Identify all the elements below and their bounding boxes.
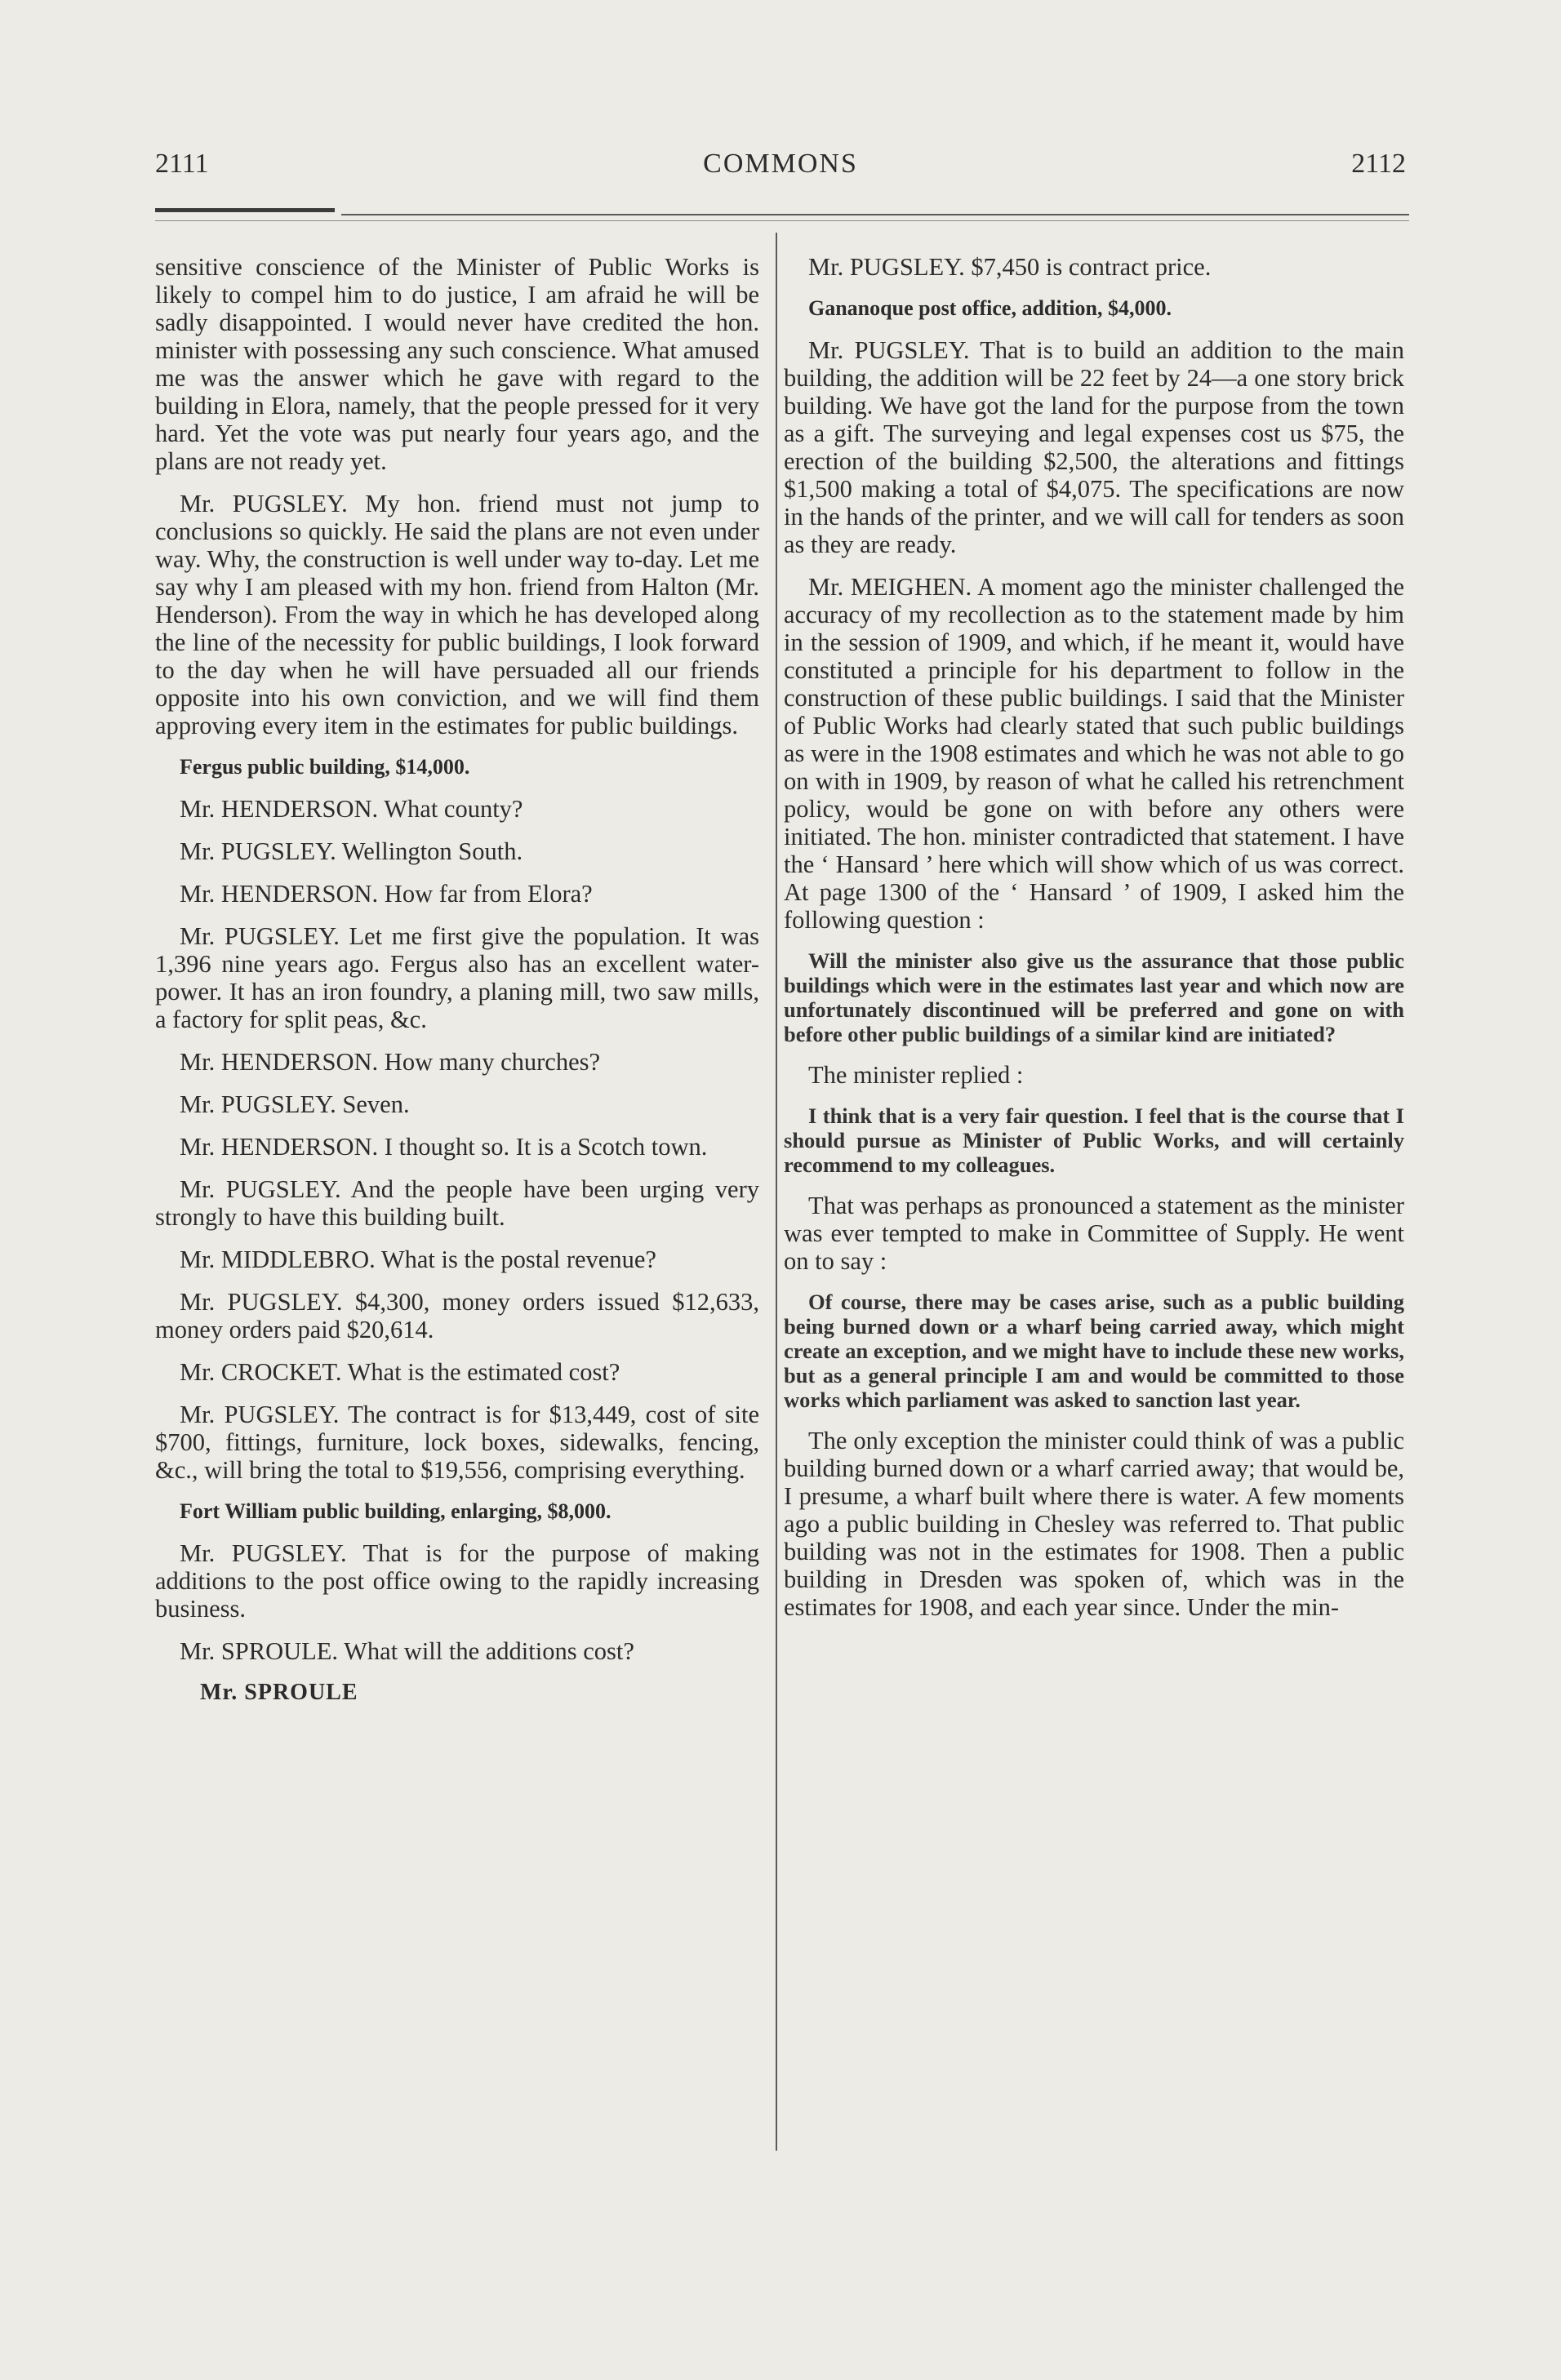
paragraph: Mr. PUGSLEY. And the people have been urging very strongly to have this building built. xyxy=(155,1175,759,1231)
left-column xyxy=(155,253,759,1706)
paragraph: Mr. PUGSLEY. $4,300, money orders issued $12,633, money orders paid $20,614. xyxy=(155,1288,759,1343)
estimate-item: Gananoque post office, addition, $4,000. xyxy=(808,296,1172,320)
catchword-footer: Mr. SPROULE xyxy=(200,1680,358,1705)
paragraph: Mr. CROCKET. What is the estimated cost? xyxy=(180,1358,620,1386)
paragraph: Mr. PUGSLEY. Wellington South. xyxy=(180,837,523,865)
paragraph: Mr. HENDERSON. I thought so. It is a Scotch town. xyxy=(180,1133,708,1161)
paragraph: Mr. PUGSLEY. Let me first give the population. It was 1,396 nine years ago. Fergus also has an excellent water-power. It has an iron foundry, a planing mill, two saw mills, a factory for split peas, &c. xyxy=(155,922,759,1033)
paragraph: That was perhaps as pronounced a statement as the minister was ever tempted to make in Committee of Supply. He went on to say : xyxy=(784,1192,1404,1275)
paragraph: The minister replied : xyxy=(808,1061,1024,1089)
paragraph: sensitive conscience of the Minister of Public Works is likely to compel him to do justice, I am afraid he will be sadly disappointed. I would never have credited the hon. minister with possessing any such conscience. What amused me was the answer which he gave with regard to the building in Elora, namely, that the people pressed for it very hard. Yet the vote was put nearly four years ago, and the plans are not ready yet. xyxy=(155,253,759,475)
paragraph: Mr. PUGSLEY. Seven. xyxy=(180,1090,410,1118)
paragraph: Mr. PUGSLEY. That is for the purpose of making additions to the post office owing to the rapidly increasing business. xyxy=(155,1539,759,1623)
quotation: Will the minister also give us the assurance that those public buildings which were in the estimates last year and which now are unfortunately discontinued will be preferred and gone on with before other public buildings of a similar kind are initiated? xyxy=(784,948,1404,1046)
page-number-right: 2112 xyxy=(1351,149,1406,179)
quotation: I think that is a very fair question. I feel that is the course that I should pursue as Minister of Public Works, and will certainly recommend to my colleagues. xyxy=(784,1103,1404,1177)
paragraph: Mr. PUGSLEY. That is to build an addition to the main building, the addition will be 22 feet by 24—a one story brick building. We have got the land for the purpose from the town as a gift. The surveying and legal expenses cost us $75, the erection of the building $2,500, the alterations and fittings $1,500 making a total of $4,075. The specifications are now in the hands of the printer, and we will call for tenders as soon as they are ready. xyxy=(784,336,1404,558)
paragraph: Mr. PUGSLEY. The contract is for $13,449, cost of site $700, fittings, furniture, lock boxes, sidewalks, fencing, &c., will bring the total to $19,556, comprising everything. xyxy=(155,1401,759,1484)
paragraph: Mr. PUGSLEY. $7,450 is contract price. xyxy=(808,253,1212,281)
paragraph: Mr. HENDERSON. How far from Elora? xyxy=(180,880,593,908)
right-column xyxy=(784,253,1404,1636)
page-number-left: 2111 xyxy=(155,149,209,179)
estimate-item: Fort William public building, enlarging, $8,000. xyxy=(180,1499,612,1523)
paragraph: Mr. MEIGHEN. A moment ago the minister challenged the accuracy of my recollection as to the statement made by him in the session of 1909, and which, if he meant it, would have constituted a principle for his department to follow in the construction of these public buildings. I said that the Minister of Public Works had clearly stated that such public buildings as were in the 1908 estimates and which he was not able to go on with in 1909, by reason of what he called his retrenchment policy, would be gone on with before any others were initiated. The hon. minister contradicted that statement. I have the ‘ Hansard ’ here which will show which of us was correct. At page 1300 of the ‘ Hansard ’ of 1909, I asked him the following question : xyxy=(784,573,1404,934)
quotation: Of course, there may be cases arise, such as a public building being burned down or a wharf being carried away, which might create an exception, and we might have to include these new works, but as a general principle I am and would be committed to those works which parliament was asked to sanction last year. xyxy=(784,1290,1404,1412)
estimate-item: Fergus public building, $14,000. xyxy=(180,755,470,779)
paragraph: Mr. PUGSLEY. My hon. friend must not jump to conclusions so quickly. He said the plans are not even under way. Why, the construction is well under way to-day. Let me say why I am pleased with my hon. friend from Halton (Mr. Henderson). From the way in which he has developed along the line of the necessity for public buildings, I look forward to the day when he will have persuaded all our friends opposite into his own conviction, and we will find them approving every item in the estimates for public buildings. xyxy=(155,490,759,739)
header-rule-under xyxy=(155,220,1409,221)
paragraph: Mr. SPROULE. What will the additions cost? xyxy=(180,1637,634,1665)
paragraph: Mr. HENDERSON. What county? xyxy=(180,795,523,823)
paragraph: Mr. MIDDLEBRO. What is the postal revenue? xyxy=(180,1246,656,1273)
paragraph: The only exception the minister could think of was a public building burned down or a wharf carried away; that would be, I presume, a wharf built where there is water. A few moments ago a public building in Chesley was referred to. That public building was not in the estimates for 1908. Then a public building in Dresden was spoken of, which was in the estimates for 1908, and each year since. Under the min- xyxy=(784,1427,1404,1621)
running-title: COMMONS xyxy=(703,149,858,179)
header-rule-thin xyxy=(341,214,1409,215)
paragraph: Mr. HENDERSON. How many churches? xyxy=(180,1048,601,1076)
header-rule-thick xyxy=(155,208,335,212)
column-divider xyxy=(776,233,777,2151)
